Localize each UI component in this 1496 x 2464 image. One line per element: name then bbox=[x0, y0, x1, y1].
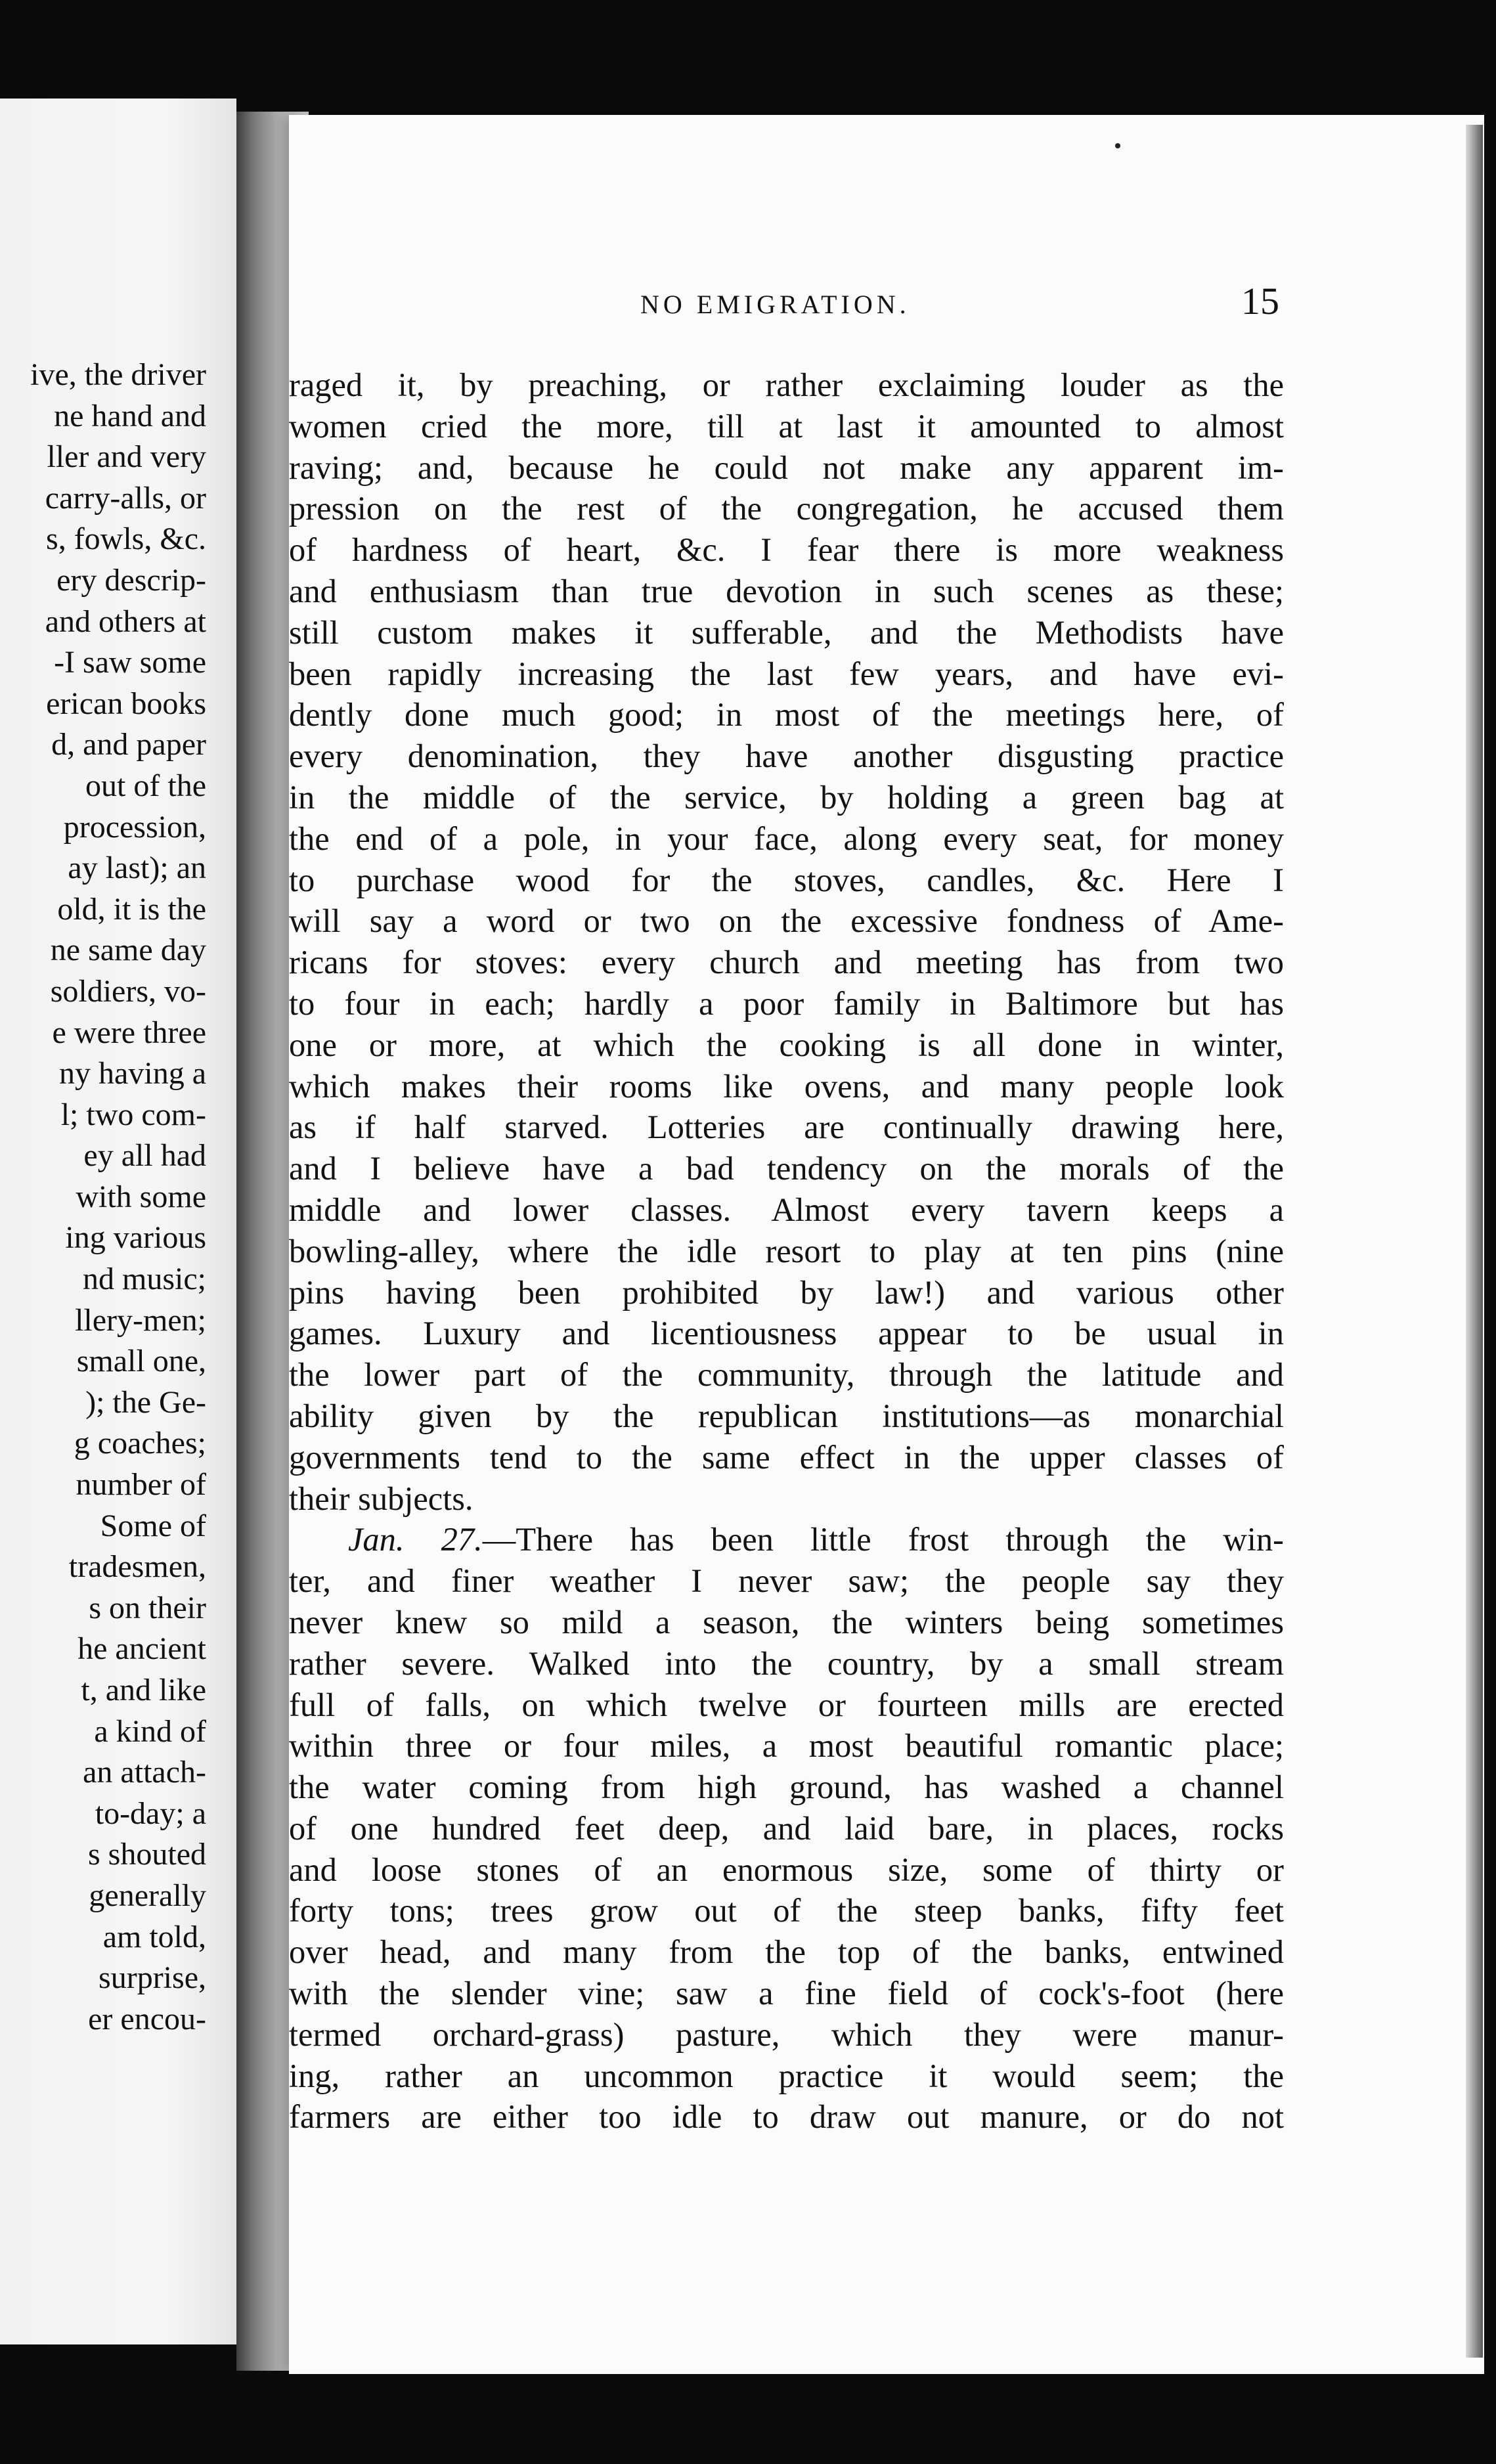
left-page-line: ive, the driver bbox=[30, 357, 206, 392]
body-line: forty tons; trees grow out of the steep banks, fifty feet bbox=[289, 1892, 1284, 1929]
left-page-line: d, and paper bbox=[51, 727, 206, 762]
left-page-line: and others at bbox=[45, 604, 206, 639]
body-line: their subjects. bbox=[289, 1480, 473, 1517]
body-line: still custom makes it sufferable, and the Methodists have bbox=[289, 613, 1284, 651]
entry-first-line-text: —There has been little frost through the win- bbox=[482, 1521, 1284, 1558]
page-number: 15 bbox=[1241, 280, 1279, 322]
left-page-line: ller and very bbox=[47, 439, 206, 475]
left-page-line: am told, bbox=[102, 1919, 206, 1954]
body-line: ing, rather an uncommon practice it would seem; the bbox=[289, 2057, 1284, 2094]
left-page-line: small one, bbox=[76, 1344, 206, 1379]
left-page-line: ing various bbox=[65, 1220, 206, 1256]
body-line: to purchase wood for the stoves, candles, &c. Here I bbox=[289, 861, 1284, 898]
left-page-line: old, it is the bbox=[57, 891, 206, 927]
body-line: governments tend to the same effect in the upper classes of bbox=[289, 1438, 1284, 1476]
body-line: will say a word or two on the excessive fondness of Ame- bbox=[289, 902, 1284, 940]
body-line: never knew so mild a season, the winters being sometimes bbox=[289, 1603, 1284, 1640]
left-page-line: number of bbox=[76, 1467, 206, 1503]
left-page bbox=[0, 99, 236, 2344]
body-line: ability given by the republican institutions—as monarchial bbox=[289, 1397, 1284, 1434]
entry-first-line bbox=[289, 1519, 1284, 1560]
left-page-line: an attach- bbox=[83, 1755, 206, 1790]
body-line: rather severe. Walked into the country, by a small stream bbox=[289, 1644, 1284, 1682]
left-page-line: ne hand and bbox=[54, 398, 206, 433]
left-page-line: out of the bbox=[85, 768, 206, 803]
body-line: of one hundred feet deep, and laid bare, in places, rocks bbox=[289, 1809, 1284, 1847]
print-speck bbox=[1115, 143, 1120, 148]
left-page-line: ); the Ge- bbox=[85, 1384, 206, 1420]
left-page-line: ay last); an bbox=[68, 850, 206, 886]
body-line: dently done much good; in most of the meetings here, of bbox=[289, 696, 1284, 734]
left-page-line: t, and like bbox=[81, 1673, 206, 1707]
body-line: in the middle of the service, by holding a green bag at bbox=[289, 778, 1284, 816]
body-line: games. Luxury and licentiousness appear to be usual in bbox=[289, 1315, 1284, 1352]
left-page-line: soldiers, vo- bbox=[50, 973, 206, 1009]
left-page-line: ne same day bbox=[50, 933, 206, 968]
body-line: raged it, by preaching, or rather exclaiming louder as the bbox=[289, 366, 1284, 403]
body-line: every denomination, they have another disgusting practice bbox=[289, 737, 1284, 775]
left-page-line: a kind of bbox=[94, 1713, 206, 1749]
paragraph-1 bbox=[289, 364, 1284, 1519]
body-line: the water coming from high ground, has washed a channel bbox=[289, 1769, 1284, 1806]
body-line: ter, and finer weather I never saw; the people say they bbox=[289, 1562, 1284, 1600]
left-page-line: generally bbox=[89, 1878, 206, 1913]
body-line: one or more, at which the cooking is all done in winter, bbox=[289, 1026, 1284, 1063]
paragraph-2 bbox=[289, 1519, 1284, 2138]
left-page-line: ey all had bbox=[83, 1138, 206, 1174]
left-page-line: surprise, bbox=[99, 1960, 206, 1996]
left-page-line: Some of bbox=[100, 1508, 206, 1543]
body-line: which makes their rooms like ovens, and many people look bbox=[289, 1067, 1284, 1105]
left-page-line: nd music; bbox=[83, 1262, 206, 1297]
body-line: and I believe have a bad tendency on the morals of the bbox=[289, 1150, 1284, 1187]
running-header: NO EMIGRATION. bbox=[640, 290, 910, 319]
left-page-line: e were three bbox=[52, 1015, 206, 1050]
left-page-line: procession, bbox=[63, 809, 206, 845]
left-page-line: l; two com- bbox=[60, 1097, 206, 1132]
left-page-line: g coaches; bbox=[74, 1426, 206, 1461]
left-page-line: to-day; a bbox=[95, 1795, 206, 1831]
body-line: with the slender vine; saw a fine field of cock's-foot (here bbox=[289, 1975, 1284, 2012]
left-page-line: -I saw some bbox=[54, 645, 206, 680]
body-line: been rapidly increasing the last few years, and have evi- bbox=[289, 655, 1284, 692]
body-line: over head, and many from the top of the banks, entwined bbox=[289, 1933, 1284, 1971]
body-line: farmers are either too idle to draw out manure, or do not bbox=[289, 2098, 1284, 2136]
left-page-line: s, fowls, &c. bbox=[46, 521, 206, 557]
left-page-line: ny having a bbox=[59, 1056, 206, 1091]
body-line: full of falls, on which twelve or fourteen mills are erected bbox=[289, 1686, 1284, 1723]
left-page-line: er encou- bbox=[88, 2001, 206, 2036]
body-line: and loose stones of an enormous size, some of thirty or bbox=[289, 1851, 1284, 1888]
body-line: raving; and, because he could not make any apparent im- bbox=[289, 449, 1284, 486]
body-text bbox=[289, 364, 1284, 2138]
left-page-line: he ancient bbox=[77, 1631, 206, 1667]
left-page-line: llery-men; bbox=[75, 1302, 206, 1338]
body-line: the lower part of the community, through the latitude and bbox=[289, 1356, 1284, 1394]
body-line: as if half starved. Lotteries are continually drawing here, bbox=[289, 1109, 1284, 1146]
body-line: within three or four miles, a most beautiful romantic place; bbox=[289, 1727, 1284, 1765]
body-line: bowling-alley, where the idle resort to play at ten pins (nine bbox=[289, 1232, 1284, 1269]
body-line: the end of a pole, in your face, along every seat, for money bbox=[289, 820, 1284, 857]
left-page-line: with some bbox=[76, 1179, 206, 1214]
left-page-line: erican books bbox=[46, 686, 206, 721]
left-page-line: s shouted bbox=[88, 1837, 206, 1872]
body-line: pression on the rest of the congregation, he accused them bbox=[289, 490, 1284, 527]
entry-date: Jan. 27. bbox=[348, 1521, 483, 1558]
left-page-line: ery descrip- bbox=[56, 562, 206, 598]
body-line: of hardness of heart, &c. I fear there is more weakness bbox=[289, 531, 1284, 569]
left-page-line: tradesmen, bbox=[68, 1549, 206, 1585]
left-page-text bbox=[0, 355, 206, 2040]
left-page-line: carry-alls, or bbox=[45, 480, 206, 516]
body-line: women cried the more, till at last it amounted to almost bbox=[289, 407, 1284, 445]
body-line: to four in each; hardly a poor family in Baltimore but has bbox=[289, 984, 1284, 1022]
body-line: and enthusiasm than true devotion in such scenes as these; bbox=[289, 572, 1284, 609]
left-page-line: s on their bbox=[89, 1590, 206, 1625]
body-line: ricans for stoves: every church and meeting has from two bbox=[289, 944, 1284, 981]
body-line: middle and lower classes. Almost every tavern keeps a bbox=[289, 1191, 1284, 1228]
page-edge bbox=[1466, 125, 1483, 2358]
body-line: pins having been prohibited by law!) and various other bbox=[289, 1273, 1284, 1311]
body-line: termed orchard-grass) pasture, which they were manur- bbox=[289, 2015, 1284, 2053]
